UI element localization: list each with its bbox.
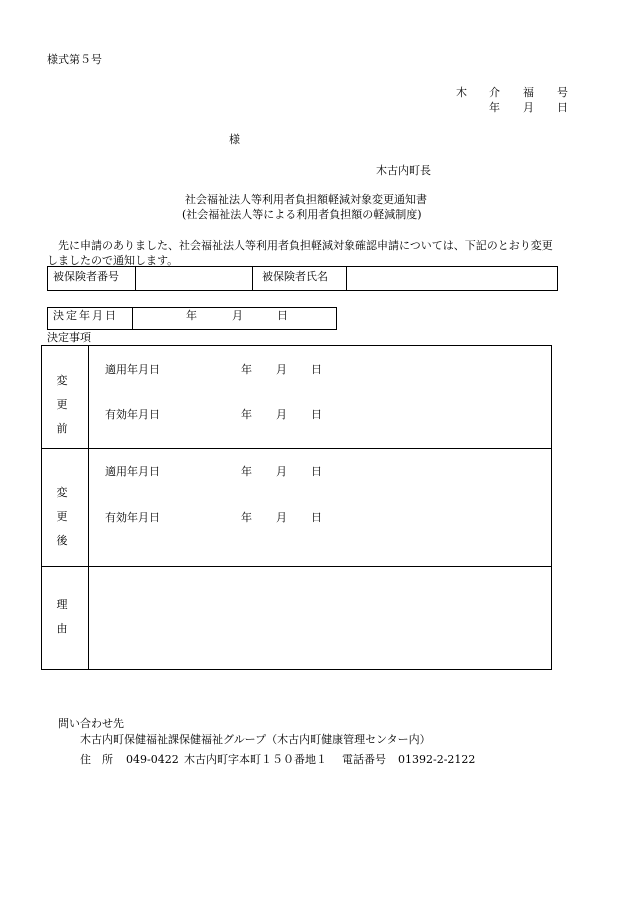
doc-date-year: 年 xyxy=(489,101,500,114)
decision-date-label: 決定年月日 xyxy=(53,309,118,322)
body-text-line2: しましたので通知します。 xyxy=(47,254,179,267)
insured-name-label: 被保険者氏名 xyxy=(262,270,328,283)
before-valid-day: 日 xyxy=(311,408,322,421)
contact-heading: 問い合わせ先 xyxy=(58,717,124,730)
doc-ref-char: 福 xyxy=(523,86,534,99)
document-subtitle: (社会福祉法人等による利用者負担額の軽減制度) xyxy=(182,208,422,221)
addressee-suffix: 様 xyxy=(229,133,240,146)
contact-phone-label: 電話番号 xyxy=(342,753,386,766)
after-section-label: 変 更 後 xyxy=(56,486,68,547)
after-valid-year: 年 xyxy=(241,511,252,524)
after-apply-date-label: 適用年月日 xyxy=(105,465,160,478)
before-apply-year: 年 xyxy=(241,363,252,376)
before-valid-month: 月 xyxy=(276,408,287,421)
before-apply-day: 日 xyxy=(311,363,322,376)
before-section-label: 変 更 前 xyxy=(56,374,68,435)
decision-date-month: 月 xyxy=(232,309,243,322)
doc-ref-char: 介 xyxy=(489,86,500,99)
before-apply-date-label: 適用年月日 xyxy=(105,363,160,376)
issuer-name: 木古内町長 xyxy=(376,164,431,177)
before-valid-year: 年 xyxy=(241,408,252,421)
doc-date-day: 日 xyxy=(557,101,568,114)
before-apply-month: 月 xyxy=(276,363,287,376)
decision-items-label: 決定事項 xyxy=(47,331,91,344)
contact-postal-code: 049-0422 xyxy=(126,753,179,766)
doc-ref-char: 木 xyxy=(456,86,467,99)
decision-date-year: 年 xyxy=(186,309,197,322)
after-apply-year: 年 xyxy=(241,465,252,478)
body-text-line1: 先に申請のありました、社会福祉法人等利用者負担軽減対象確認申請については、下記のとおり変更 xyxy=(58,239,553,252)
contact-address: 木古内町字本町１５０番地１ xyxy=(184,753,327,766)
after-valid-day: 日 xyxy=(311,511,322,524)
form-number: 様式第５号 xyxy=(47,53,102,66)
document-title: 社会福祉法人等利用者負担額軽減対象変更通知書 xyxy=(185,193,427,206)
after-valid-date-label: 有効年月日 xyxy=(105,511,160,524)
reason-section-label: 理 由 xyxy=(56,598,68,635)
after-valid-month: 月 xyxy=(276,511,287,524)
contact-address-label: 住 所 xyxy=(80,753,113,766)
reason-field[interactable] xyxy=(90,568,550,668)
decision-date-day: 日 xyxy=(277,309,288,322)
insured-number-label: 被保険者番号 xyxy=(53,270,119,283)
before-valid-date-label: 有効年月日 xyxy=(105,408,160,421)
doc-date-month: 月 xyxy=(523,101,534,114)
after-apply-month: 月 xyxy=(276,465,287,478)
doc-ref-char: 号 xyxy=(557,86,568,99)
contact-phone: 01392-2-2122 xyxy=(398,753,476,766)
after-apply-day: 日 xyxy=(311,465,322,478)
contact-department: 木古内町保健福祉課保健福祉グループ（木古内町健康管理センター内） xyxy=(80,733,431,746)
